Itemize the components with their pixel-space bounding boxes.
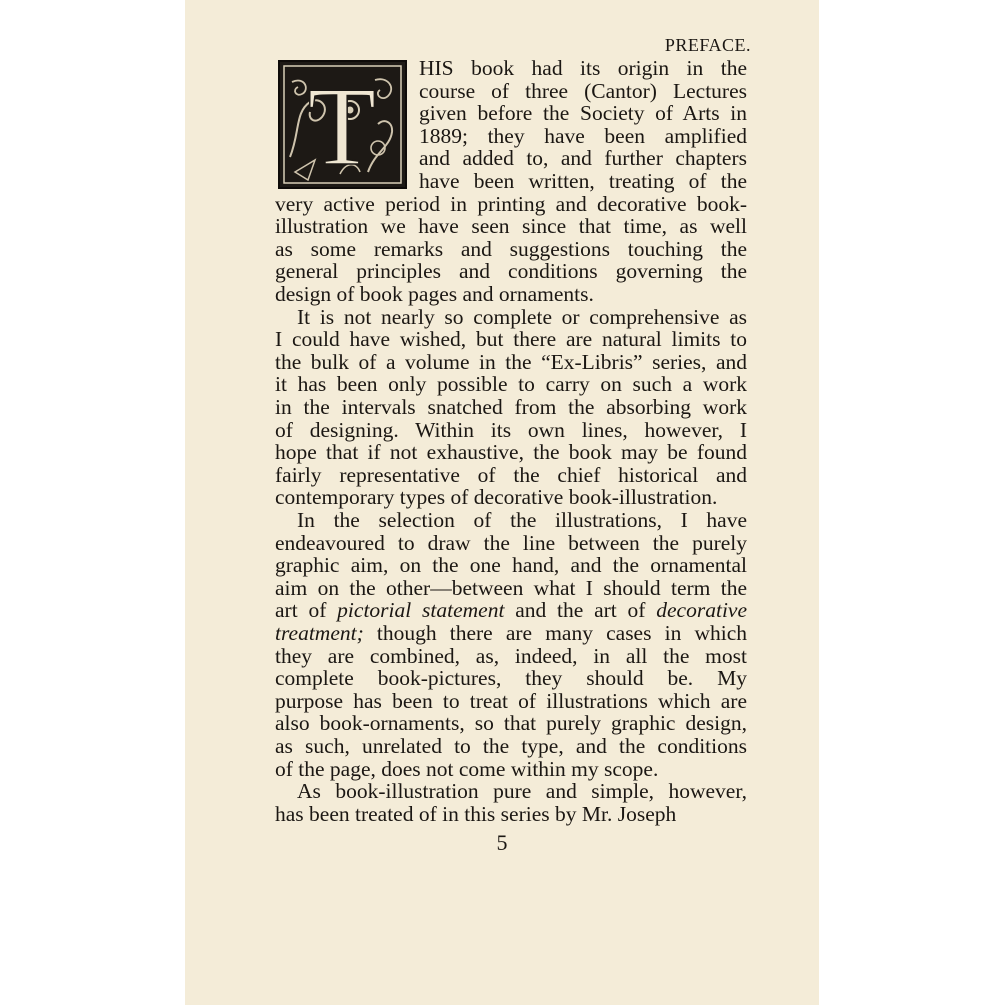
text-line: As book-illustration pure and simple, however, bbox=[297, 779, 747, 804]
decorated-initial-t bbox=[278, 60, 407, 189]
text-run: and the art of bbox=[504, 598, 657, 623]
text-line: also book-ornaments, so that purely graphic design, bbox=[275, 711, 747, 736]
text-line: as such, unrelated to the type, and the conditions bbox=[275, 734, 747, 758]
text-line: hope that if not exhaustive, the book may be found bbox=[275, 440, 747, 465]
text-line: It is not nearly so complete or comprehensive as bbox=[297, 304, 747, 329]
book-page bbox=[185, 0, 819, 1005]
page-number: 5 bbox=[496, 830, 508, 855]
text-line: aim on the other—between what I should term the bbox=[275, 575, 747, 600]
text-line: I could have wished, but there are natural limits to bbox=[275, 327, 747, 352]
running-header: PREFACE. bbox=[664, 35, 751, 55]
initial-letter: T bbox=[307, 65, 377, 187]
text-line: illustration we have seen since that time, as well bbox=[275, 214, 747, 239]
text-line: given before the Society of Arts in bbox=[419, 101, 747, 126]
text-run: art of bbox=[275, 598, 338, 623]
text-line: In the selection of the illustrations, I have bbox=[297, 508, 747, 532]
text-line: fairly representative of the chief historical and bbox=[275, 462, 747, 487]
text-line bbox=[275, 622, 747, 645]
ornament-icon bbox=[280, 62, 405, 187]
italic-phrase: pictorial statement bbox=[337, 598, 505, 623]
text-line: design of book pages and ornaments. bbox=[275, 282, 594, 306]
text-line bbox=[275, 599, 747, 622]
text-line: graphic aim, on the one hand, and the ornamental bbox=[275, 553, 747, 578]
text-line: it has been only possible to carry on such a work bbox=[275, 372, 747, 397]
text-line: purpose has been to treat of illustrations which are bbox=[275, 688, 747, 713]
text-line: of designing. Within its own lines, however, I bbox=[275, 417, 747, 442]
text-line: HIS book had its origin in the bbox=[419, 56, 747, 80]
text-line: complete book-pictures, they should be. My bbox=[275, 666, 747, 691]
text-line: in the intervals snatched from the absorbing work bbox=[275, 395, 747, 419]
italic-phrase: treatment; bbox=[275, 621, 364, 645]
text-line: and added to, and further chapters bbox=[419, 146, 747, 171]
italic-phrase: decorative bbox=[656, 598, 748, 623]
text-line: have been written, treating of the bbox=[419, 169, 747, 193]
text-line: general principles and conditions governing the bbox=[275, 259, 747, 284]
text-line: of the page, does not come within my scope. bbox=[275, 756, 659, 781]
text-line: course of three (Cantor) Lectures bbox=[419, 78, 747, 103]
text-line: they are combined, as, indeed, in all the most bbox=[275, 643, 747, 668]
text-line: endeavoured to draw the line between the purely bbox=[275, 530, 747, 555]
text-run: though there are many cases in which bbox=[363, 621, 747, 645]
text-line: 1889; they have been amplified bbox=[419, 123, 747, 148]
text-line: contemporary types of decorative book-illustration. bbox=[275, 485, 718, 510]
text-line: the bulk of a volume in the “Ex-Libris” series, and bbox=[275, 349, 747, 374]
text-line: has been treated of in this series by Mr. Joseph bbox=[275, 801, 677, 826]
text-line: as some remarks and suggestions touching the bbox=[275, 236, 747, 261]
text-line: very active period in printing and decorative book- bbox=[275, 191, 747, 216]
